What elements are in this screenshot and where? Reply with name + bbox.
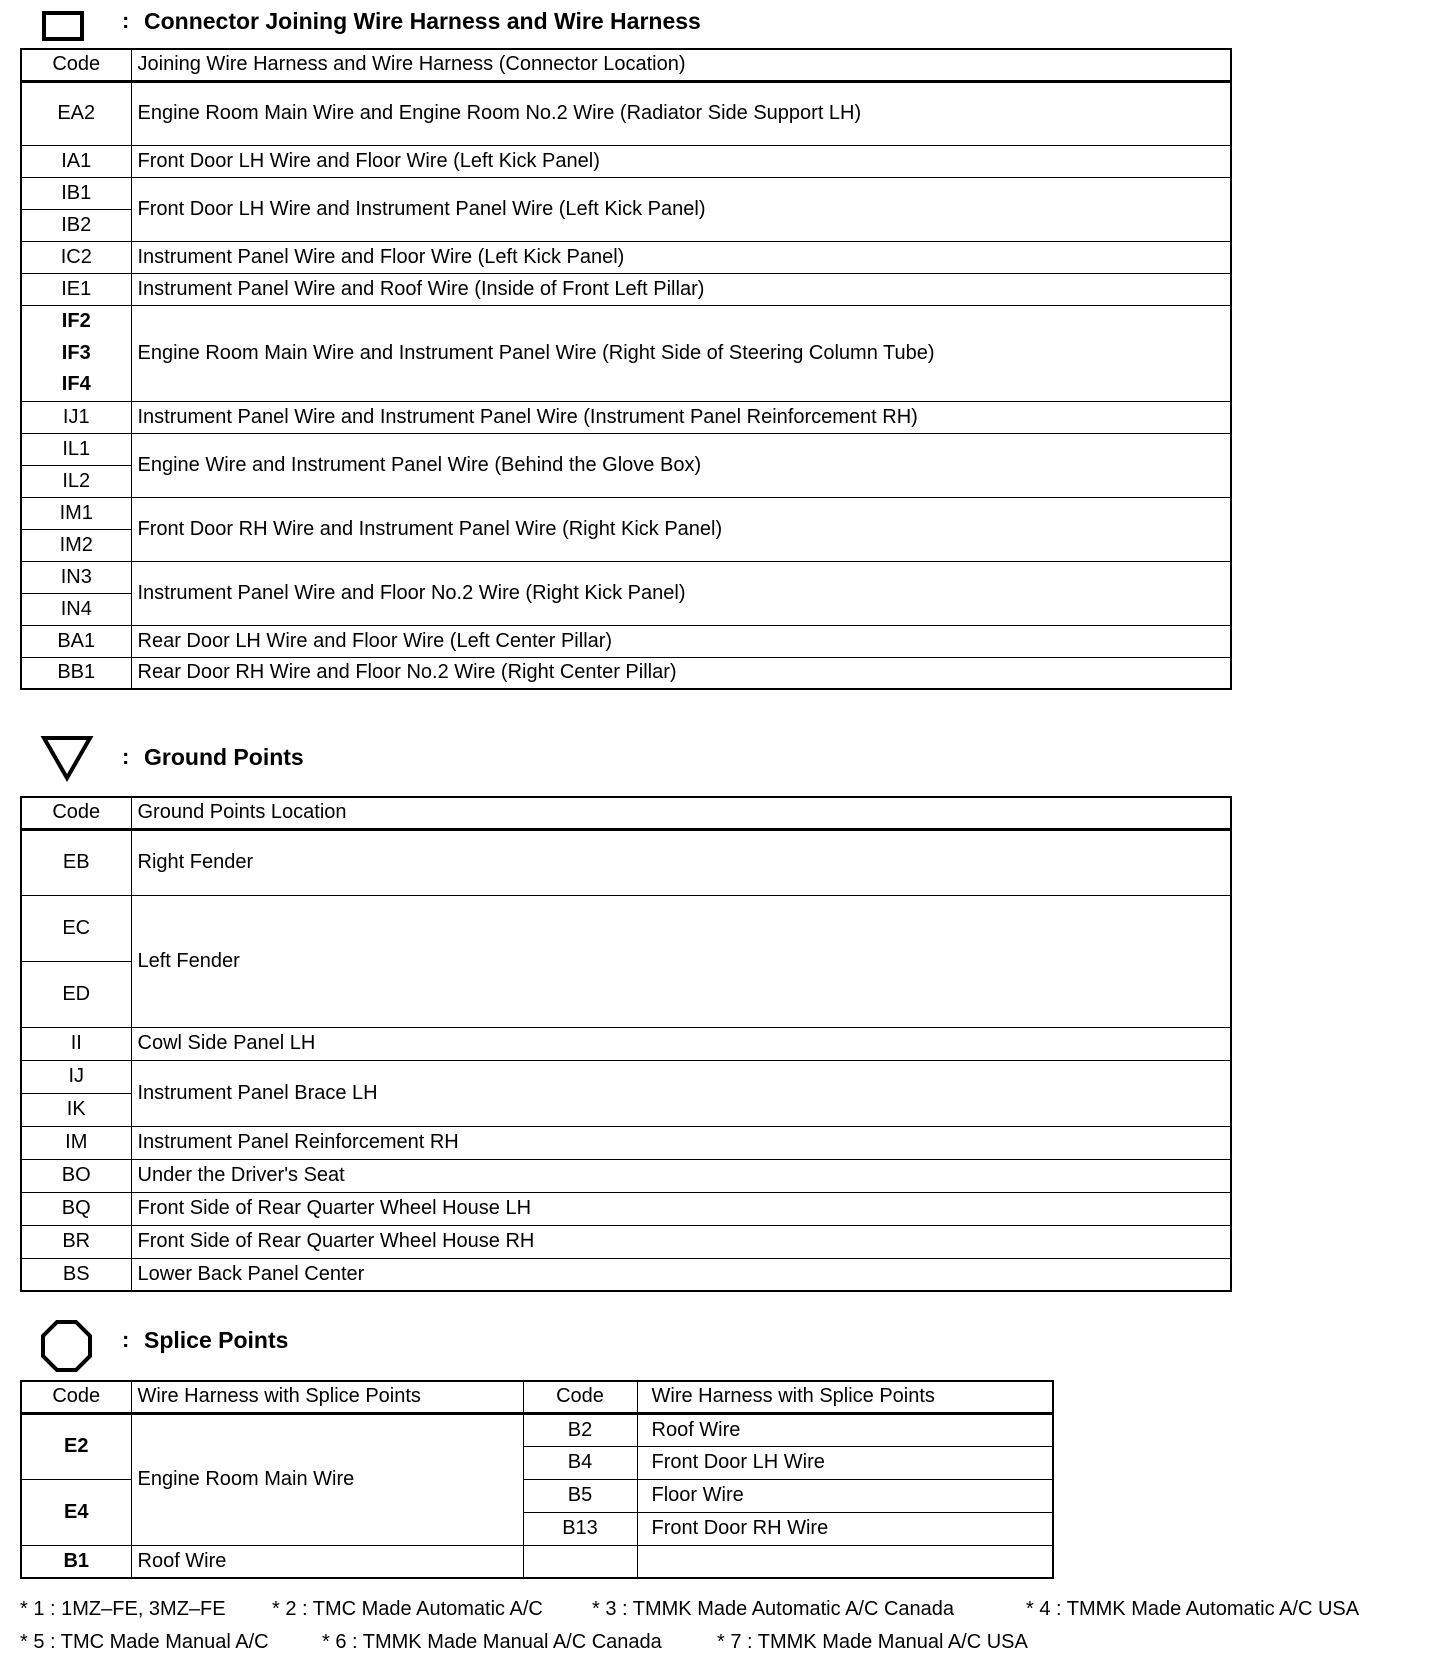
footnote: * 2 : TMC Made Automatic A/C (272, 1598, 543, 1620)
splice-desc: Roof Wire (131, 1545, 523, 1578)
table-row (21, 145, 1231, 177)
ground-desc: Right Fender (131, 829, 1231, 895)
splice-empty-cell (637, 1545, 1053, 1578)
ground-table (20, 796, 1232, 1292)
ground-desc: Lower Back Panel Center (131, 1258, 1231, 1291)
connector-desc: Instrument Panel Wire and Instrument Panel Wire (Instrument Panel Reinforcement RH) (131, 401, 1231, 433)
splice-desc: Engine Room Main Wire (131, 1413, 523, 1545)
ground-desc: Left Fender (131, 895, 1231, 1027)
connector-code: IN4 (21, 593, 131, 625)
connector-code: IJ1 (21, 401, 131, 433)
footnote: * 5 : TMC Made Manual A/C (20, 1631, 269, 1653)
splice-colon: : (122, 1327, 130, 1352)
ground-header-desc: Ground Points Location (131, 797, 1231, 829)
splice-code: B5 (523, 1479, 637, 1512)
connector-desc: Front Door LH Wire and Instrument Panel Wire (Left Kick Panel) (131, 177, 1231, 241)
table-row (21, 1545, 1053, 1578)
table-row (21, 895, 1231, 961)
table-row (21, 497, 1231, 529)
ground-colon: : (122, 744, 130, 769)
connector-code: IM2 (21, 529, 131, 561)
connector-code: IM1 (21, 497, 131, 529)
splice-header-code-right: Code (523, 1381, 637, 1413)
connector-desc: Engine Room Main Wire and Engine Room No.2 Wire (Radiator Side Support LH) (131, 81, 1231, 145)
splice-code: E2 (21, 1413, 131, 1479)
splice-code: B4 (523, 1446, 637, 1479)
ground-desc: Cowl Side Panel LH (131, 1027, 1231, 1060)
ground-code: IK (21, 1093, 131, 1126)
footnotes (20, 1598, 1430, 1664)
table-row (21, 561, 1231, 593)
table-row (21, 177, 1231, 209)
connector-code: IB2 (21, 209, 131, 241)
square-connector-icon (40, 4, 90, 44)
table-row (21, 1258, 1231, 1291)
table-row (21, 401, 1231, 433)
connector-table (20, 48, 1232, 690)
splice-table (20, 1380, 1054, 1579)
table-row (21, 1225, 1231, 1258)
ground-section-title: Ground Points (144, 744, 304, 770)
splice-empty-cell (523, 1545, 637, 1578)
connector-colon: : (122, 8, 130, 33)
ground-desc: Instrument Panel Reinforcement RH (131, 1126, 1231, 1159)
splice-code: E4 (21, 1479, 131, 1545)
splice-code: B1 (21, 1545, 131, 1578)
table-row (21, 1159, 1231, 1192)
ground-code: ED (21, 961, 131, 1027)
splice-header-code-left: Code (21, 1381, 131, 1413)
connector-code: IA1 (21, 145, 131, 177)
table-row (21, 625, 1231, 657)
connector-code: IC2 (21, 241, 131, 273)
connector-desc: Rear Door RH Wire and Floor No.2 Wire (Right Center Pillar) (131, 657, 1231, 689)
table-row (21, 657, 1231, 689)
connector-desc: Engine Room Main Wire and Instrument Panel Wire (Right Side of Steering Column Tube) (131, 305, 1231, 401)
connector-section-title: Connector Joining Wire Harness and Wire Harness (144, 8, 701, 34)
connector-header-desc: Joining Wire Harness and Wire Harness (Connector Location) (131, 49, 1231, 81)
splice-desc: Roof Wire (637, 1413, 1053, 1446)
table-row (21, 1192, 1231, 1225)
footnote: * 1 : 1MZ–FE, 3MZ–FE (20, 1598, 226, 1620)
connector-desc: Engine Wire and Instrument Panel Wire (Behind the Glove Box) (131, 433, 1231, 497)
ground-code: IJ (21, 1060, 131, 1093)
table-row (21, 1060, 1231, 1093)
ground-desc: Under the Driver's Seat (131, 1159, 1231, 1192)
ground-desc: Instrument Panel Brace LH (131, 1060, 1231, 1126)
splice-header-desc-right: Wire Harness with Splice Points (637, 1381, 1053, 1413)
table-row (21, 305, 1231, 337)
ground-desc: Front Side of Rear Quarter Wheel House RH (131, 1225, 1231, 1258)
connector-code: IL1 (21, 433, 131, 465)
ground-code: BS (21, 1258, 131, 1291)
connector-desc: Front Door LH Wire and Floor Wire (Left Kick Panel) (131, 145, 1231, 177)
ground-triangle-icon (40, 732, 100, 782)
ground-code: EB (21, 829, 131, 895)
splice-desc: Floor Wire (637, 1479, 1053, 1512)
connector-desc: Rear Door LH Wire and Floor Wire (Left Center Pillar) (131, 625, 1231, 657)
table-row (21, 1027, 1231, 1060)
splice-desc: Front Door RH Wire (637, 1512, 1053, 1545)
ground-code: BR (21, 1225, 131, 1258)
splice-section-title: Splice Points (144, 1327, 289, 1353)
splice-section-header (40, 1323, 1240, 1363)
ground-code: BQ (21, 1192, 131, 1225)
splice-code: B13 (523, 1512, 637, 1545)
connector-code: IF2 (21, 305, 131, 337)
connector-code: IF3 (21, 337, 131, 369)
connector-code: BB1 (21, 657, 131, 689)
connector-code: IL2 (21, 465, 131, 497)
connector-desc: Instrument Panel Wire and Roof Wire (Inside of Front Left Pillar) (131, 273, 1231, 305)
connector-code: IF4 (21, 369, 131, 401)
connector-code: EA2 (21, 81, 131, 145)
table-row (21, 1126, 1231, 1159)
ground-code: IM (21, 1126, 131, 1159)
table-row (21, 81, 1231, 145)
ground-desc: Front Side of Rear Quarter Wheel House LH (131, 1192, 1231, 1225)
table-row (21, 273, 1231, 305)
ground-header-code: Code (21, 797, 131, 829)
ground-code: EC (21, 895, 131, 961)
footnote: * 7 : TMMK Made Manual A/C USA (717, 1631, 1028, 1653)
connector-code: IE1 (21, 273, 131, 305)
splice-header-desc-left: Wire Harness with Splice Points (131, 1381, 523, 1413)
splice-desc: Front Door LH Wire (637, 1446, 1053, 1479)
connector-desc: Instrument Panel Wire and Floor No.2 Wire (Right Kick Panel) (131, 561, 1231, 625)
ground-code: BO (21, 1159, 131, 1192)
table-row (21, 829, 1231, 895)
table-row (21, 241, 1231, 273)
footnote: * 6 : TMMK Made Manual A/C Canada (322, 1631, 662, 1653)
splice-octagon-icon (40, 1319, 100, 1375)
ground-code: II (21, 1027, 131, 1060)
connector-desc: Instrument Panel Wire and Floor Wire (Left Kick Panel) (131, 241, 1231, 273)
connector-header-code: Code (21, 49, 131, 81)
connector-code: IB1 (21, 177, 131, 209)
table-row (21, 1413, 1053, 1446)
footnote: * 3 : TMMK Made Automatic A/C Canada (592, 1598, 955, 1620)
footnote: * 4 : TMMK Made Automatic A/C USA (1026, 1598, 1360, 1620)
table-row (21, 433, 1231, 465)
connector-code: BA1 (21, 625, 131, 657)
connector-desc: Front Door RH Wire and Instrument Panel Wire (Right Kick Panel) (131, 497, 1231, 561)
ground-section-header (40, 740, 1240, 780)
splice-code: B2 (523, 1413, 637, 1446)
connector-section-header (40, 4, 1240, 44)
connector-code: IN3 (21, 561, 131, 593)
